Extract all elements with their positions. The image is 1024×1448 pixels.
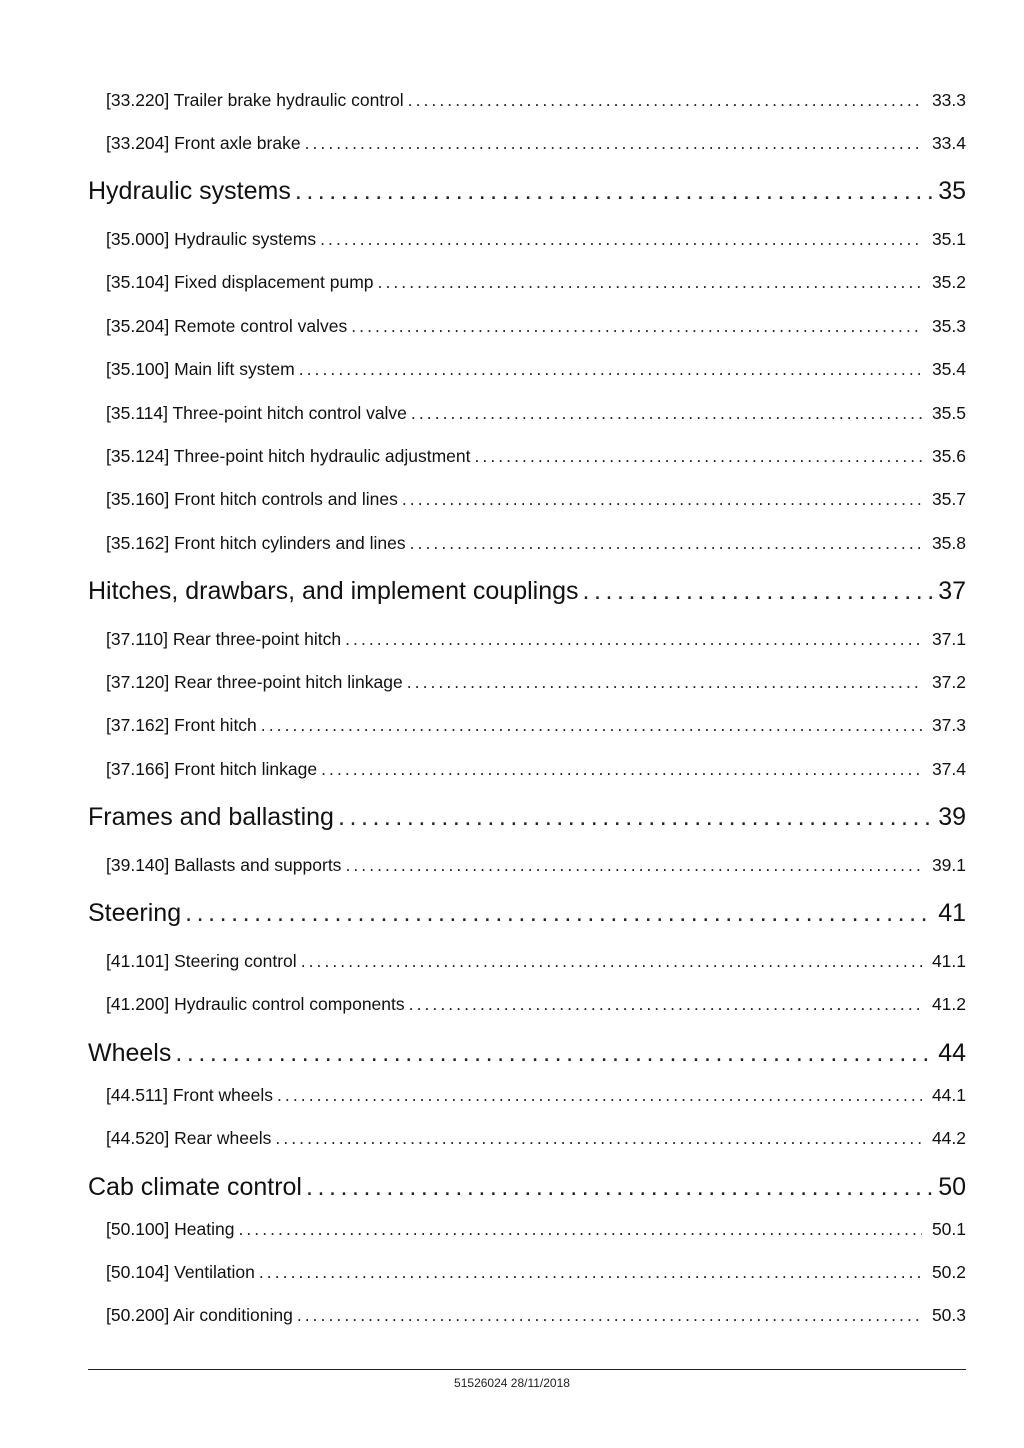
toc-entry[interactable] — [106, 1219, 966, 1241]
toc-entry-page: 35.5 — [931, 403, 966, 423]
toc-entry-title: [37.120] Rear three-point hitch linkage — [106, 672, 403, 692]
toc-entry-page: 37.2 — [931, 672, 966, 692]
dot-leader — [238, 1219, 922, 1240]
toc-entry[interactable] — [106, 994, 966, 1016]
footer-document-id: 51526024 28/11/2018 — [454, 1376, 570, 1390]
toc-entry[interactable] — [106, 133, 966, 155]
toc-entry-title: [35.100] Main lift system — [106, 359, 295, 379]
toc-section-page: 39 — [938, 803, 966, 831]
toc-entry-title: [50.104] Ventilation — [106, 1262, 255, 1282]
toc-entry[interactable] — [106, 359, 966, 381]
toc-entry[interactable] — [106, 1262, 966, 1284]
toc-section-page: 37 — [938, 577, 966, 605]
toc-section[interactable] — [88, 577, 966, 607]
toc-entry-page: 35.7 — [931, 489, 966, 509]
toc-entry-page: 37.1 — [931, 629, 966, 649]
toc-entry[interactable] — [106, 672, 966, 694]
toc-entry-title: [35.124] Three-point hitch hydraulic adjustment — [106, 446, 471, 466]
toc-entry-title: [37.110] Rear three-point hitch — [106, 629, 342, 649]
toc-entry-page: 41.2 — [931, 994, 966, 1014]
dot-leader — [338, 803, 932, 832]
dot-leader — [411, 403, 922, 424]
dot-leader — [320, 229, 922, 250]
dot-leader — [345, 855, 922, 876]
toc-entry[interactable] — [106, 403, 966, 425]
dot-leader — [175, 1039, 932, 1068]
toc-entry-title: [37.166] Front hitch linkage — [106, 759, 318, 779]
dot-leader — [345, 629, 922, 650]
toc-entry-page: 35.2 — [931, 272, 966, 292]
dot-leader — [321, 759, 922, 780]
toc-entry-title: [33.220] Trailer brake hydraulic control — [106, 90, 404, 110]
toc-entry-page: 44.1 — [931, 1085, 966, 1105]
dot-leader — [259, 1262, 922, 1283]
dot-leader — [295, 177, 932, 206]
toc-entry-title: [35.204] Remote control valves — [106, 316, 348, 336]
toc-entry-page: 35.6 — [931, 446, 966, 466]
toc-entry-page: 35.8 — [931, 533, 966, 553]
toc-entry[interactable] — [106, 951, 966, 973]
toc-entry-title: [35.162] Front hitch cylinders and lines — [106, 533, 406, 553]
footer-divider — [88, 1369, 966, 1370]
toc-entry-title: [35.000] Hydraulic systems — [106, 229, 317, 249]
toc-entry-title: [35.114] Three-point hitch control valve — [106, 403, 407, 423]
toc-section[interactable] — [88, 1039, 966, 1069]
dot-leader — [297, 1305, 922, 1326]
toc-entry-title: [50.200] Air conditioning — [106, 1305, 293, 1325]
toc-entry[interactable] — [106, 855, 966, 877]
toc-entry-page: 50.2 — [931, 1262, 966, 1282]
toc-entry-page: 44.2 — [931, 1128, 966, 1148]
toc-entry-title: [37.162] Front hitch — [106, 715, 257, 735]
dot-leader — [583, 577, 932, 606]
toc-entry-title: [44.511] Front wheels — [106, 1085, 273, 1105]
dot-leader — [409, 994, 922, 1015]
toc-section-title: Frames and ballasting — [88, 803, 334, 831]
toc-section-page: 50 — [938, 1173, 966, 1201]
toc-entry-title: [33.204] Front axle brake — [106, 133, 301, 153]
toc-section-title: Wheels — [88, 1039, 172, 1067]
toc-section[interactable] — [88, 177, 966, 207]
dot-leader — [301, 951, 922, 972]
dot-leader — [277, 1085, 922, 1106]
dot-leader — [306, 1173, 932, 1202]
toc-entry-title: [44.520] Rear wheels — [106, 1128, 272, 1148]
dot-leader — [378, 272, 922, 293]
toc-section-title: Cab climate control — [88, 1173, 302, 1201]
toc-entry-title: [41.200] Hydraulic control components — [106, 994, 405, 1014]
toc-entry-title: [50.100] Heating — [106, 1219, 235, 1239]
toc-entry[interactable] — [106, 533, 966, 555]
toc-entry[interactable] — [106, 446, 966, 468]
toc-entry-title: [35.104] Fixed displacement pump — [106, 272, 374, 292]
dot-leader — [474, 446, 922, 467]
toc-entry-page: 50.1 — [931, 1219, 966, 1239]
toc-entry[interactable] — [106, 229, 966, 251]
toc-section-title: Steering — [88, 899, 182, 927]
toc-entry-page: 41.1 — [931, 951, 966, 971]
toc-entry[interactable] — [106, 1128, 966, 1150]
toc-entry-page: 35.1 — [931, 229, 966, 249]
dot-leader — [402, 489, 922, 510]
toc-entry-page: 39.1 — [931, 855, 966, 875]
toc-entry[interactable] — [106, 272, 966, 294]
toc-section-title: Hydraulic systems — [88, 177, 291, 205]
toc-section-title: Hitches, drawbars, and implement couplings — [88, 577, 579, 605]
dot-leader — [410, 533, 922, 554]
toc-entry[interactable] — [106, 489, 966, 511]
dot-leader — [407, 672, 922, 693]
toc-section[interactable] — [88, 803, 966, 833]
toc-entry-page: 35.3 — [931, 316, 966, 336]
toc-entry-page: 33.3 — [931, 90, 966, 110]
toc-entry-page: 37.3 — [931, 715, 966, 735]
dot-leader — [351, 316, 922, 337]
toc-entry-title: [41.101] Steering control — [106, 951, 297, 971]
toc-entry[interactable] — [106, 759, 966, 781]
toc-section[interactable] — [88, 1173, 966, 1203]
dot-leader — [299, 359, 922, 380]
toc-entry-title: [35.160] Front hitch controls and lines — [106, 489, 398, 509]
toc-section-page: 44 — [938, 1039, 966, 1067]
toc-entry-page: 33.4 — [931, 133, 966, 153]
toc-entry[interactable] — [106, 629, 966, 651]
dot-leader — [261, 715, 922, 736]
toc-entry[interactable] — [106, 90, 966, 112]
toc-entry-page: 37.4 — [931, 759, 966, 779]
toc-entry[interactable] — [106, 1305, 966, 1327]
toc-entry-page: 50.3 — [931, 1305, 966, 1325]
dot-leader — [275, 1128, 922, 1149]
toc-section[interactable] — [88, 899, 966, 929]
dot-leader — [185, 899, 932, 928]
toc-entry-page: 35.4 — [931, 359, 966, 379]
toc-entry[interactable] — [106, 1085, 966, 1107]
dot-leader — [408, 90, 922, 111]
toc-section-page: 35 — [938, 177, 966, 205]
toc-entry[interactable] — [106, 316, 966, 338]
toc-entry[interactable] — [106, 715, 966, 737]
toc-entry-title: [39.140] Ballasts and supports — [106, 855, 342, 875]
dot-leader — [305, 133, 922, 154]
toc-section-page: 41 — [938, 899, 966, 927]
